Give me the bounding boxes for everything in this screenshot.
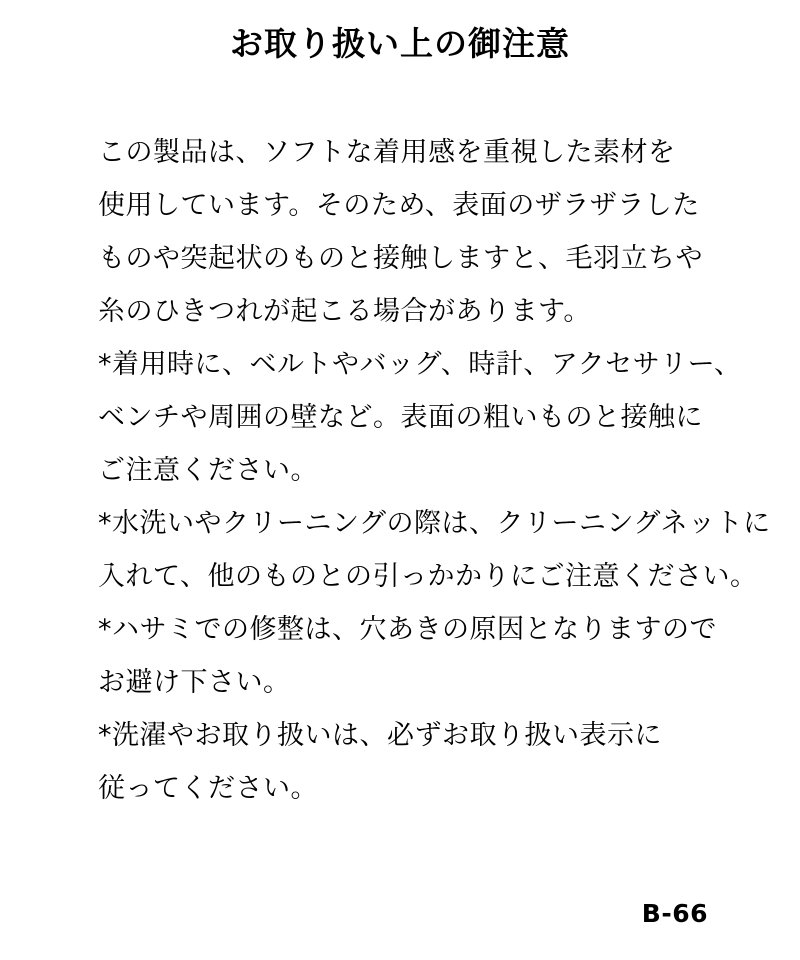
text-line: ものや突起状のものと接触しますと、毛羽立ちや bbox=[98, 243, 703, 274]
text-line: 糸のひきつれが起こる場合があります。 bbox=[98, 296, 591, 327]
text-line: *水洗いやクリーニングの際は、クリーニングネットに bbox=[98, 508, 771, 539]
text-line: *ハサミでの修整は、穴あきの原因となりますので bbox=[98, 614, 717, 645]
text-line: この製品は、ソフトな着用感を重視した素材を bbox=[98, 137, 676, 168]
text-line: *着用時に、ベルトやバッグ、時計、アクセサリー、 bbox=[98, 349, 742, 380]
text-line: ご注意ください。 bbox=[98, 455, 318, 486]
text-line: 使用しています。そのため、表面のザラザラした bbox=[98, 190, 700, 221]
page-title: お取り扱い上の御注意 bbox=[230, 24, 570, 63]
paragraph-intro bbox=[98, 126, 718, 338]
body-text bbox=[98, 126, 771, 815]
paragraph-note-4 bbox=[98, 709, 718, 815]
paragraph-note-3 bbox=[98, 603, 718, 709]
paragraph-note-2 bbox=[98, 497, 771, 603]
text-line: 従ってください。 bbox=[98, 773, 318, 804]
text-line: お避け下さい。 bbox=[98, 667, 291, 698]
paragraph-note-1 bbox=[98, 338, 742, 497]
text-line: *洗濯やお取り扱いは、必ずお取り扱い表示に bbox=[98, 720, 662, 751]
footer-code: B-66 bbox=[641, 899, 708, 928]
text-line: 入れて、他のものとの引っかかりにご注意ください。 bbox=[98, 561, 758, 592]
text-line: ベンチや周囲の壁など。表面の粗いものと接触に bbox=[98, 402, 703, 433]
